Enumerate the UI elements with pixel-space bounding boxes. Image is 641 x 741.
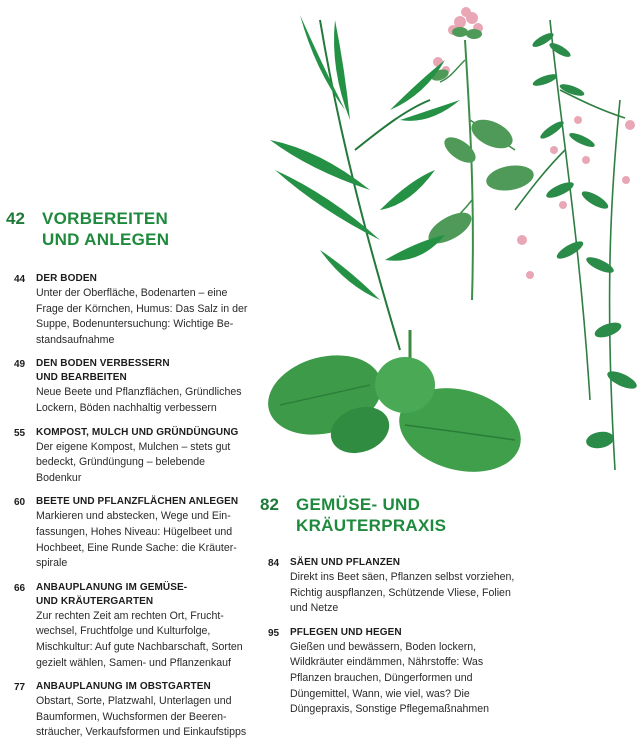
toc-entry[interactable] xyxy=(14,680,252,741)
entry-page-number: 49 xyxy=(14,359,26,371)
section-title: GEMÜSE- UND KRÄUTERPRAXIS xyxy=(296,495,447,535)
entry-page-number: 95 xyxy=(268,627,280,639)
entry-title: DEN BODEN VERBESSERN UND BEARBEITEN xyxy=(36,358,170,384)
toc-entry[interactable] xyxy=(14,272,252,348)
entry-title: SÄEN UND PFLANZEN xyxy=(290,557,401,568)
section-heading xyxy=(260,494,520,536)
entry-page-number: 44 xyxy=(14,274,26,285)
toc-entry[interactable] xyxy=(14,426,252,487)
toc-entry[interactable] xyxy=(14,581,252,671)
toc-entry[interactable] xyxy=(14,357,252,416)
section-heading xyxy=(6,208,252,250)
entry-title: KOMPOST, MULCH UND GRÜNDÜNGUNG xyxy=(36,426,239,438)
entry-page-number: 60 xyxy=(14,497,26,509)
entry-page-number: 55 xyxy=(14,427,26,439)
entry-page-number: 66 xyxy=(14,582,26,594)
entry-description: Direkt ins Beet säen, Pflanzen selbst vorziehen, Richtig auspflanzen, Schützende Vliese, Folien und Netze xyxy=(290,571,515,615)
entry-description: Gießen und bewässern, Boden lockern, Wildkräuter eindämmen, Nährstoffe: Was Pflanzen brauchen, Düngerformen und Düngemittel, Wann, wie viel, was? Die Düngepraxis, Sonstige Pflegemaßnahmen xyxy=(290,640,490,716)
entry-description: Der eigene Kompost, Mulchen – stets gut bedeckt, Gründüngung – belebende Bodenkur xyxy=(36,440,231,484)
toc-entry[interactable] xyxy=(268,626,520,718)
toc-section-2 xyxy=(260,494,520,718)
entry-description: Obstart, Sorte, Platzwahl, Unterlagen und Baumformen, Wuchsformen der Beerensträucher, Verkaufsformen und Einkaufstipps xyxy=(36,695,247,739)
entry-description: Neue Beete und Pflanzflächen, Gründliches Lockern, Böden nachhaltig verbessern xyxy=(36,386,242,414)
section-title: VORBEREITEN UND ANLEGEN xyxy=(42,209,170,249)
entry-description: Markieren und abstecken, Wege und Einfassungen, Hohes Niveau: Hügelbeet und Hochbeet, Eine Runde Sache: die Kräuterspirale xyxy=(36,510,237,570)
entry-description: Zur rechten Zeit am rechten Ort, Fruchtwechsel, Fruchtfolge und Kulturfolge, Mischkultur: Auf gute Nachbarschaft, Sorten gezielt wählen, Samen- und Pflanzenkauf xyxy=(36,609,243,669)
basil-plant xyxy=(260,330,530,480)
entry-page-number: 84 xyxy=(268,558,280,569)
entry-title: PFLEGEN UND HEGEN xyxy=(290,626,402,638)
section-number: 42 xyxy=(6,209,25,228)
toc-entry[interactable] xyxy=(268,556,520,617)
toc-section-1 xyxy=(6,208,252,741)
entry-title: DER BODEN xyxy=(36,273,97,284)
entry-page-number: 77 xyxy=(14,682,26,694)
entry-title: ANBAUPLANUNG IM GEMÜSE- UND KRÄUTERGARTEN xyxy=(36,581,188,607)
entry-title: ANBAUPLANUNG IM OBSTGARTEN xyxy=(36,681,211,693)
entry-description: Unter der Oberfläche, Bodenarten – eine Frage der Körnchen, Humus: Das Salz in der Suppe, Bodenuntersuchung: Wichtige Bestandsaufnahme xyxy=(36,287,248,346)
entry-list xyxy=(268,556,520,718)
herb-illustration xyxy=(260,0,641,480)
entry-title: BEETE UND PFLANZFLÄCHEN ANLEGEN xyxy=(36,496,239,508)
toc-entry[interactable] xyxy=(14,495,252,571)
entry-list xyxy=(14,272,252,741)
section-number: 82 xyxy=(260,495,279,514)
